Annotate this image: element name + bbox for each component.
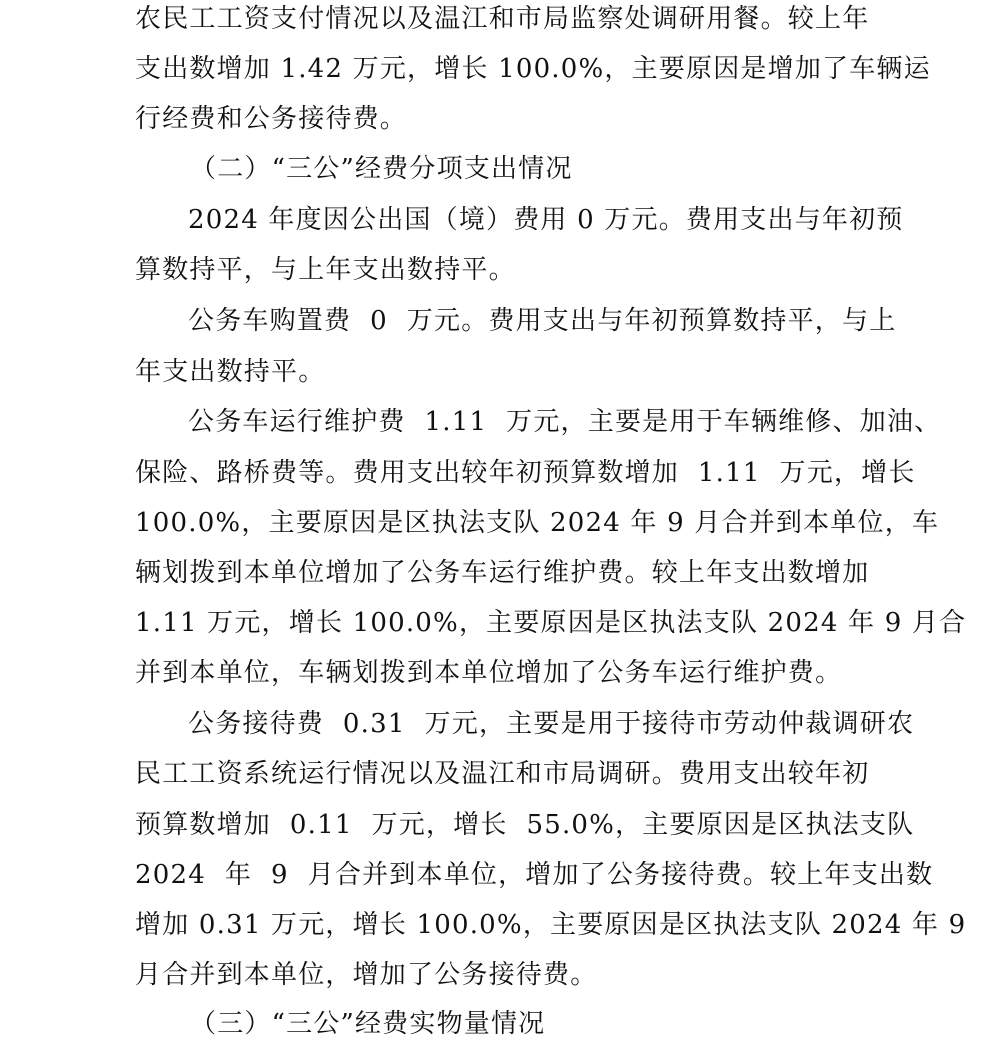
paragraph-line: 公务车购置费 0 万元。费用支出与年初预算数持平，与上 <box>188 306 897 336</box>
paragraph-line: 100.0%，主要原因是区执法支队 2024 年 9 月合并到本单位，车 <box>135 508 940 538</box>
paragraph-line: 公务车运行维护费 1.11 万元，主要是用于车辆维修、加油、 <box>188 407 942 437</box>
paragraph-line: 2024 年度因公出国（境）费用 0 万元。费用支出与年初预 <box>188 205 904 235</box>
paragraph-line: 月合并到本单位，增加了公务接待费。 <box>135 960 598 990</box>
paragraph-line: 农民工工资支付情况以及温江和市局监察处调研用餐。较上年 <box>135 4 870 34</box>
section-heading: （三）“三公”经费实物量情况 <box>190 1009 546 1039</box>
paragraph-line: 民工工资系统运行情况以及温江和市局调研。费用支出较年初 <box>135 759 870 789</box>
paragraph-line: 并到本单位，车辆划拨到本单位增加了公务车运行维护费。 <box>135 658 843 688</box>
paragraph-line: 行经费和公务接待费。 <box>135 104 408 134</box>
paragraph-line: 增加 0.31 万元，增长 100.0%，主要原因是区执法支队 2024 年 9 <box>135 910 967 940</box>
paragraph-line: 1.11 万元，增长 100.0%，主要原因是区执法支队 2024 年 9 月合 <box>135 608 967 638</box>
paragraph-line: 预算数增加 0.11 万元，增长 55.0%，主要原因是区执法支队 <box>135 810 915 840</box>
paragraph-line: 算数持平，与上年支出数持平。 <box>135 255 516 285</box>
paragraph-line: 公务接待费 0.31 万元，主要是用于接待市劳动仲裁调研农 <box>188 709 915 739</box>
paragraph-line: 辆划拨到本单位增加了公务车运行维护费。较上年支出数增加 <box>135 558 870 588</box>
paragraph-line: 年支出数持平。 <box>135 357 326 387</box>
section-heading: （二）“三公”经费分项支出情况 <box>190 154 573 184</box>
paragraph-line: 保险、路桥费等。费用支出较年初预算数增加 1.11 万元，增长 <box>135 458 916 488</box>
paragraph-line: 支出数增加 1.42 万元，增长 100.0%，主要原因是增加了车辆运 <box>135 54 931 84</box>
paragraph-line: 2024 年 9 月合并到本单位，增加了公务接待费。较上年支出数 <box>135 860 934 890</box>
